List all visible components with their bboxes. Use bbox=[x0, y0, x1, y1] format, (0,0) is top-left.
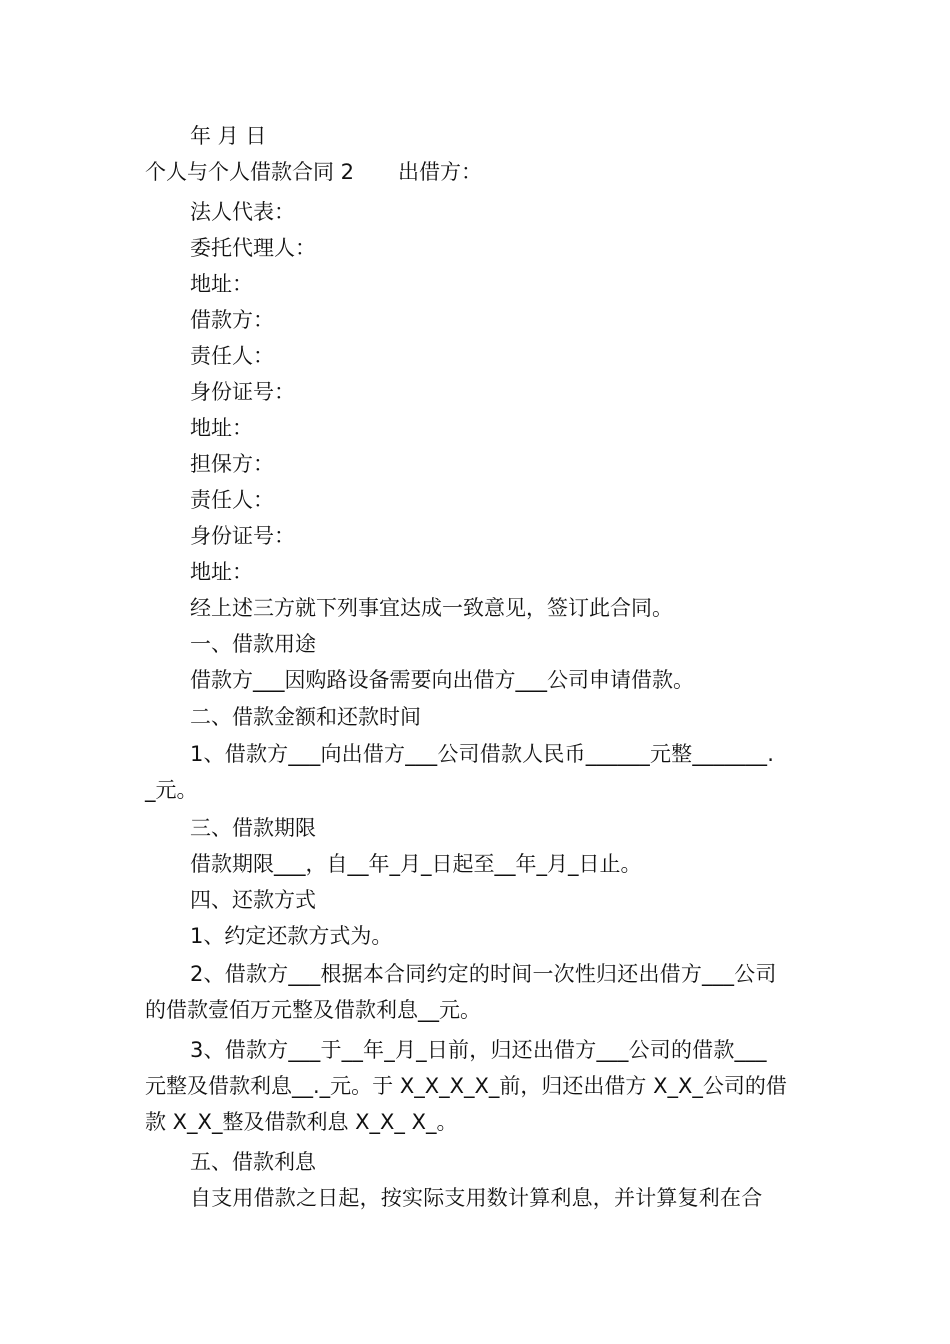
section-4-item-1: 1、约定还款方式为。 bbox=[190, 924, 393, 948]
section-5-heading: 五、借款利息 bbox=[190, 1150, 316, 1174]
section-4-item-3-line-3: 款 X_X_整及借款利息 X_X_ X_。 bbox=[145, 1110, 458, 1134]
section-2-paragraph-line-2: _元。 bbox=[145, 778, 198, 802]
field-guarantor: 担保方： bbox=[190, 452, 274, 476]
lender-label: 出借方： bbox=[398, 160, 483, 184]
section-1-text: 借款方___因购路设备需要向出借方___公司申请借款。 bbox=[190, 668, 694, 692]
field-borrower: 借款方： bbox=[190, 308, 274, 332]
field-guarantor-id: 身份证号： bbox=[190, 524, 295, 548]
section-4-item-2-line-2: 的借款壹佰万元整及借款利息__元。 bbox=[145, 998, 481, 1022]
section-4-item-3-line-1: 3、借款方___于__年_月_日前，归还出借方___公司的借款___ bbox=[190, 1038, 767, 1062]
section-3-heading: 三、借款期限 bbox=[190, 816, 316, 840]
intro-paragraph: 经上述三方就下列事宜达成一致意见，签订此合同。 bbox=[190, 596, 673, 620]
date-line: 年 月 日 bbox=[190, 124, 267, 148]
section-4-heading: 四、还款方式 bbox=[190, 888, 316, 912]
section-4-item-3-line-2: 元整及借款利息__._元。于 X_X_X_X_前，归还出借方 X_X_公司的借 bbox=[145, 1074, 787, 1098]
document-title: 个人与个人借款合同 2 bbox=[145, 160, 355, 184]
field-legal-rep: 法人代表： bbox=[190, 200, 295, 224]
field-borrower-responsible: 责任人： bbox=[190, 344, 274, 368]
field-borrower-id: 身份证号： bbox=[190, 380, 295, 404]
field-guarantor-responsible: 责任人： bbox=[190, 488, 274, 512]
field-agent: 委托代理人： bbox=[190, 236, 316, 260]
field-guarantor-address: 地址： bbox=[190, 560, 253, 584]
section-4-item-2-line-1: 2、借款方___根据本合同约定的时间一次性归还出借方___公司 bbox=[190, 962, 777, 986]
title-row bbox=[145, 158, 482, 186]
section-2-heading: 二、借款金额和还款时间 bbox=[190, 705, 421, 729]
section-2-paragraph-line-1: 1、借款方___向出借方___公司借款人民币______元整_______. bbox=[190, 742, 775, 766]
section-1-heading: 一、借款用途 bbox=[190, 632, 316, 656]
section-3-text: 借款期限___，自__年_月_日起至__年_月_日止。 bbox=[190, 852, 642, 876]
section-5-text: 自支用借款之日起，按实际支用数计算利息，并计算复利在合 bbox=[190, 1186, 763, 1210]
field-lender-address: 地址： bbox=[190, 272, 253, 296]
field-borrower-address: 地址： bbox=[190, 416, 253, 440]
